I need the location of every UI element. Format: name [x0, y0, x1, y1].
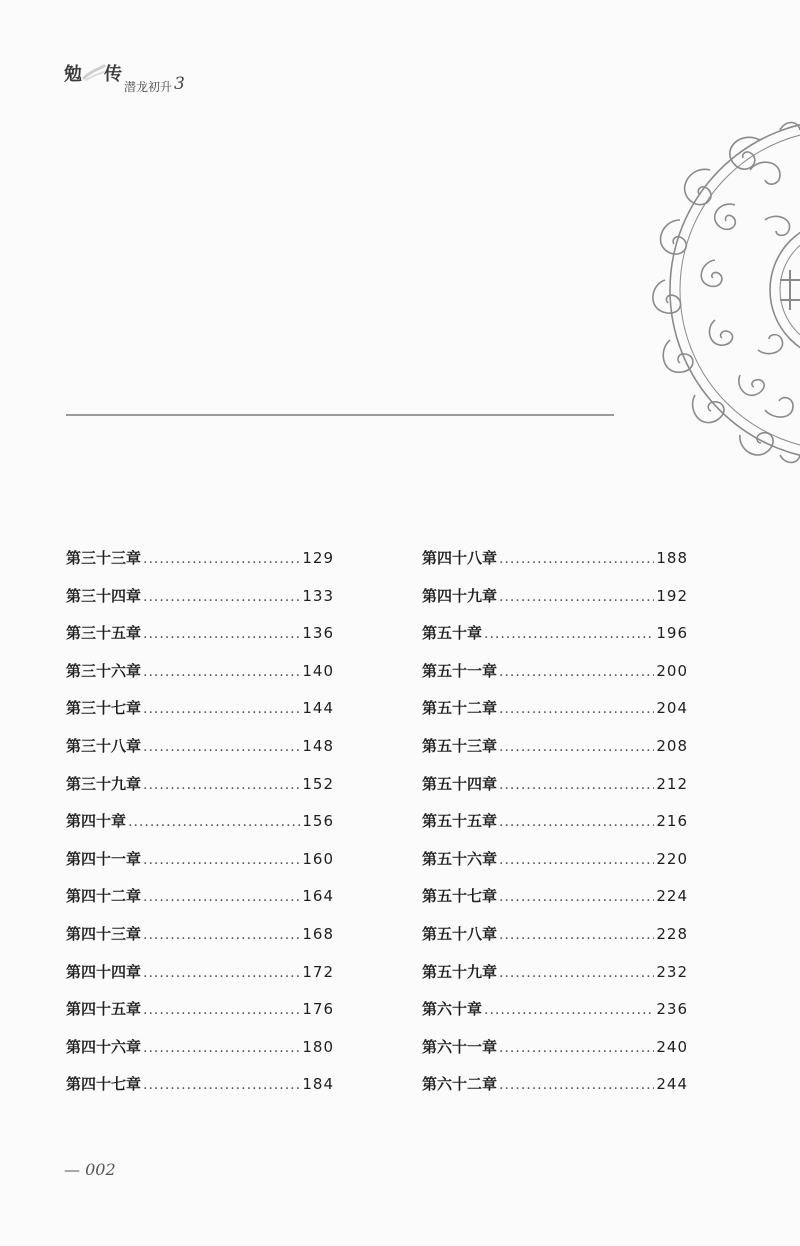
- toc-entry[interactable]: [422, 1073, 688, 1111]
- toc-entry-page: 160: [302, 849, 334, 868]
- toc-entry-title: 第四十五章: [66, 1000, 142, 1019]
- toc-entry[interactable]: [422, 848, 688, 886]
- toc-leader-dots: [143, 852, 300, 868]
- toc-leader-dots: [499, 777, 654, 793]
- toc-entry[interactable]: [66, 735, 334, 773]
- toc-entry[interactable]: [66, 585, 334, 623]
- toc-entry[interactable]: [422, 1036, 688, 1074]
- toc-leader-dots: [499, 1077, 654, 1093]
- toc-entry-page: 168: [302, 924, 334, 943]
- toc-entry-page: 172: [302, 962, 334, 981]
- toc-leader-dots: [143, 1077, 300, 1093]
- toc-entry-page: 180: [302, 1037, 334, 1056]
- toc-entry[interactable]: [422, 697, 688, 735]
- horizontal-rule: [66, 414, 614, 416]
- toc-entry[interactable]: [66, 1073, 334, 1111]
- toc-entry[interactable]: [66, 848, 334, 886]
- toc-leader-dots: [499, 927, 654, 943]
- toc-entry-page: 184: [302, 1075, 334, 1094]
- toc-leader-dots: [499, 1040, 654, 1056]
- header-title-char-1: 勉: [64, 64, 82, 85]
- toc-entry[interactable]: [422, 622, 688, 660]
- toc-entry[interactable]: [422, 810, 688, 848]
- toc-leader-dots: [499, 701, 654, 717]
- header-subtitle: 潜龙初升: [124, 80, 173, 94]
- toc-entry-title: 第四十章: [66, 812, 127, 831]
- toc-entry-title: 第五十一章: [422, 661, 498, 680]
- toc-entry-title: 第五十六章: [422, 849, 498, 868]
- toc-leader-dots: [499, 739, 654, 755]
- cloud-pattern-medallion-icon: [640, 110, 800, 470]
- toc-leader-dots: [143, 739, 300, 755]
- toc-entry[interactable]: [422, 885, 688, 923]
- toc-entry[interactable]: [422, 735, 688, 773]
- toc-entry-title: 第五十三章: [422, 736, 498, 755]
- toc-leader-dots: [143, 1040, 300, 1056]
- toc-entry-page: 216: [656, 812, 688, 831]
- toc-entry-title: 第六十二章: [422, 1075, 498, 1094]
- toc-leader-dots: [143, 777, 300, 793]
- toc-entry-title: 第三十八章: [66, 736, 142, 755]
- toc-entry-page: 152: [302, 774, 334, 793]
- toc-entry[interactable]: [422, 547, 688, 585]
- toc-entry-page: 176: [302, 1000, 334, 1019]
- toc-entry-title: 第四十八章: [422, 549, 498, 567]
- toc-entry-page: 244: [656, 1075, 688, 1094]
- toc-entry-page: 129: [302, 549, 334, 567]
- toc-entry[interactable]: [66, 547, 334, 585]
- toc-entry[interactable]: [422, 961, 688, 999]
- toc-entry-title: 第六十章: [422, 1000, 483, 1019]
- toc-entry-title: 第三十五章: [66, 624, 142, 643]
- toc-leader-dots: [143, 701, 300, 717]
- toc-entry-title: 第四十一章: [66, 849, 142, 868]
- toc-entry-page: 212: [656, 774, 688, 793]
- toc-entry[interactable]: [422, 660, 688, 698]
- toc-leader-dots: [143, 664, 300, 680]
- toc-entry-title: 第五十四章: [422, 774, 498, 793]
- toc-entry[interactable]: [66, 885, 334, 923]
- toc-entry-title: 第四十三章: [66, 924, 142, 943]
- toc-entry-page: 200: [656, 661, 688, 680]
- toc-entry-title: 第四十六章: [66, 1037, 142, 1056]
- toc-entry-page: 232: [656, 962, 688, 981]
- toc-leader-dots: [128, 814, 300, 830]
- toc-entry-title: 第六十一章: [422, 1037, 498, 1056]
- toc-leader-dots: [143, 626, 300, 642]
- toc-leader-dots: [143, 965, 300, 981]
- toc-entry-title: 第四十九章: [422, 586, 498, 605]
- toc-entry-title: 第三十七章: [66, 699, 142, 718]
- toc-leader-dots: [499, 852, 654, 868]
- toc-entry-page: 196: [656, 624, 688, 643]
- toc-entry-title: 第四十二章: [66, 887, 142, 906]
- toc-entry-page: 208: [656, 736, 688, 755]
- toc-entry[interactable]: [66, 810, 334, 848]
- toc-entry[interactable]: [422, 585, 688, 623]
- toc-leader-dots: [499, 965, 654, 981]
- toc-entry-page: 204: [656, 699, 688, 718]
- toc-entry[interactable]: [66, 773, 334, 811]
- toc-entry-page: 228: [656, 924, 688, 943]
- header-title-char-2: 传: [104, 64, 122, 85]
- brush-stroke-icon: [82, 64, 106, 82]
- toc-entry-title: 第五十五章: [422, 812, 498, 831]
- toc-entry-page: 224: [656, 887, 688, 906]
- toc-leader-dots: [499, 664, 654, 680]
- toc-entry[interactable]: [66, 1036, 334, 1074]
- toc-entry[interactable]: [66, 923, 334, 961]
- toc-entry-page: 136: [302, 624, 334, 643]
- toc-leader-dots: [143, 589, 300, 605]
- toc-entry-title: 第五十八章: [422, 924, 498, 943]
- toc-entry[interactable]: [66, 697, 334, 735]
- toc-entry[interactable]: [66, 622, 334, 660]
- toc-leader-dots: [499, 551, 654, 567]
- toc-entry-title: 第五十二章: [422, 699, 498, 718]
- toc-entry-page: 188: [656, 549, 688, 567]
- toc-entry-title: 第三十四章: [66, 586, 142, 605]
- toc-entry-page: 140: [302, 661, 334, 680]
- toc-entry-page: 236: [656, 1000, 688, 1019]
- toc-entry[interactable]: [66, 998, 334, 1036]
- page-number: — 002: [64, 1160, 116, 1179]
- toc-entry[interactable]: [66, 961, 334, 999]
- toc-entry-page: 133: [302, 586, 334, 605]
- toc-leader-dots: [143, 927, 300, 943]
- toc-entry-page: 156: [302, 812, 334, 831]
- toc-entry[interactable]: [66, 660, 334, 698]
- toc-entry[interactable]: [422, 923, 688, 961]
- toc-leader-dots: [499, 889, 654, 905]
- toc-entry-title: 第五十七章: [422, 887, 498, 906]
- toc-entry-page: 220: [656, 849, 688, 868]
- toc-entry-title: 第五十章: [422, 624, 483, 643]
- toc-leader-dots: [143, 1002, 300, 1018]
- toc-entry-page: 144: [302, 699, 334, 718]
- toc-entry-page: 192: [656, 586, 688, 605]
- toc-entry[interactable]: [422, 773, 688, 811]
- toc-leader-dots: [143, 551, 300, 567]
- toc-leader-dots: [499, 814, 654, 830]
- toc-entry-title: 第四十四章: [66, 962, 142, 981]
- toc-column-left: [66, 547, 334, 1111]
- toc-entry-title: 第四十七章: [66, 1075, 142, 1094]
- toc-leader-dots: [499, 589, 654, 605]
- toc-entry-page: 240: [656, 1037, 688, 1056]
- toc-entry-page: 164: [302, 887, 334, 906]
- toc-entry-title: 第三十三章: [66, 549, 142, 567]
- toc-entry-title: 第三十六章: [66, 661, 142, 680]
- header-volume-number: 3: [174, 74, 185, 94]
- running-header: [64, 60, 224, 100]
- toc-entry-page: 148: [302, 736, 334, 755]
- toc-entry-title: 第五十九章: [422, 962, 498, 981]
- toc-entry[interactable]: [422, 998, 688, 1036]
- toc-column-right: [422, 547, 688, 1111]
- toc-leader-dots: [143, 889, 300, 905]
- toc-leader-dots: [484, 1002, 654, 1018]
- toc-entry-title: 第三十九章: [66, 774, 142, 793]
- toc-leader-dots: [484, 626, 654, 642]
